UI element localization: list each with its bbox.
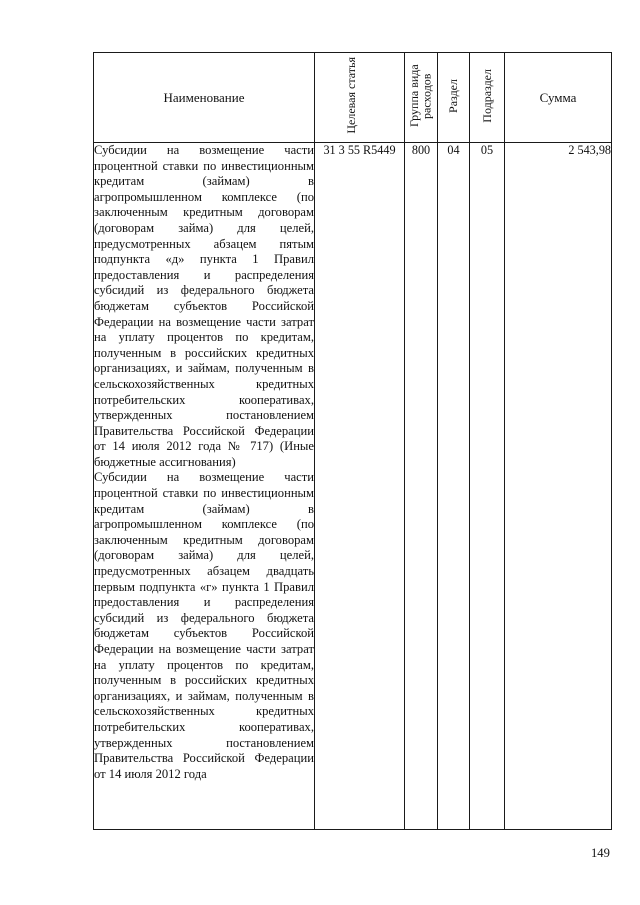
- header-name: [94, 53, 315, 143]
- table-row: [94, 143, 612, 830]
- header-sum-label: Сумма: [539, 89, 577, 105]
- header-expense-group-label: Группа вида расходов: [407, 64, 434, 127]
- header-section-label: Раздел: [446, 78, 461, 113]
- page-number: 149: [591, 846, 610, 860]
- row-1-name: Субсидии на возмещение части процентной ставки по инвестиционным кредитам (займам) в агропромышленном комплексе (по заключенным кредитным договорам (договорам займа) для целей, предусмотренных абзацем пятым подпункта «д» пункта 1 Правил предоставления и распределения субсидий из федерального бюджета бюджетам субъектов Российской Федерации на возмещение части затрат на уплату процентов по кредитам, полученным в российских кредитных организациях, и займам, полученным в сельскохозяйственных кредитных потребительских кооперативах, утвержденных постановлением Правительства Российской Федерации от 14 июля 2012 года № 717) (Иные бюджетные ассигнования): [94, 143, 314, 469]
- budget-table: [93, 52, 612, 830]
- header-target-article: [315, 53, 405, 143]
- header-expense-group: [405, 53, 438, 143]
- row-1-section: 04: [438, 143, 470, 830]
- header-target-article-label: Целевая статья: [343, 57, 358, 134]
- table-header-row: [94, 53, 612, 143]
- row-1-subsection: 05: [470, 143, 505, 830]
- row-1-target-article: 31 3 55 R5449: [315, 143, 405, 830]
- header-subsection-label: Подраздел: [479, 68, 494, 123]
- header-sum: [505, 53, 612, 143]
- header-section: [438, 53, 470, 143]
- header-name-label: Наименование: [163, 89, 245, 105]
- row-1-sum: 2 543,98: [505, 143, 612, 830]
- row-name-cell: [94, 143, 315, 830]
- row-1-expense-group: 800: [405, 143, 438, 830]
- header-subsection: [470, 53, 505, 143]
- row-2-name: Субсидии на возмещение части процентной ставки по инвестиционным кредитам (займам) в агропромышленном комплексе (по заключенным кредитным договорам (договорам займа) для целей, предусмотренных абзацем двадцать первым подпункта «г» пункта 1 Правил предоставления и распределения субсидий из федерального бюджета бюджетам субъектов Российской Федерации на возмещение части затрат на уплату процентов по кредитам, полученным в российских кредитных организациях, и займам, полученным в сельскохозяйственных кредитных потребительских кооперативах, утвержденных постановлением Правительства Российской Федерации от 14 июля 2012 года: [94, 470, 314, 781]
